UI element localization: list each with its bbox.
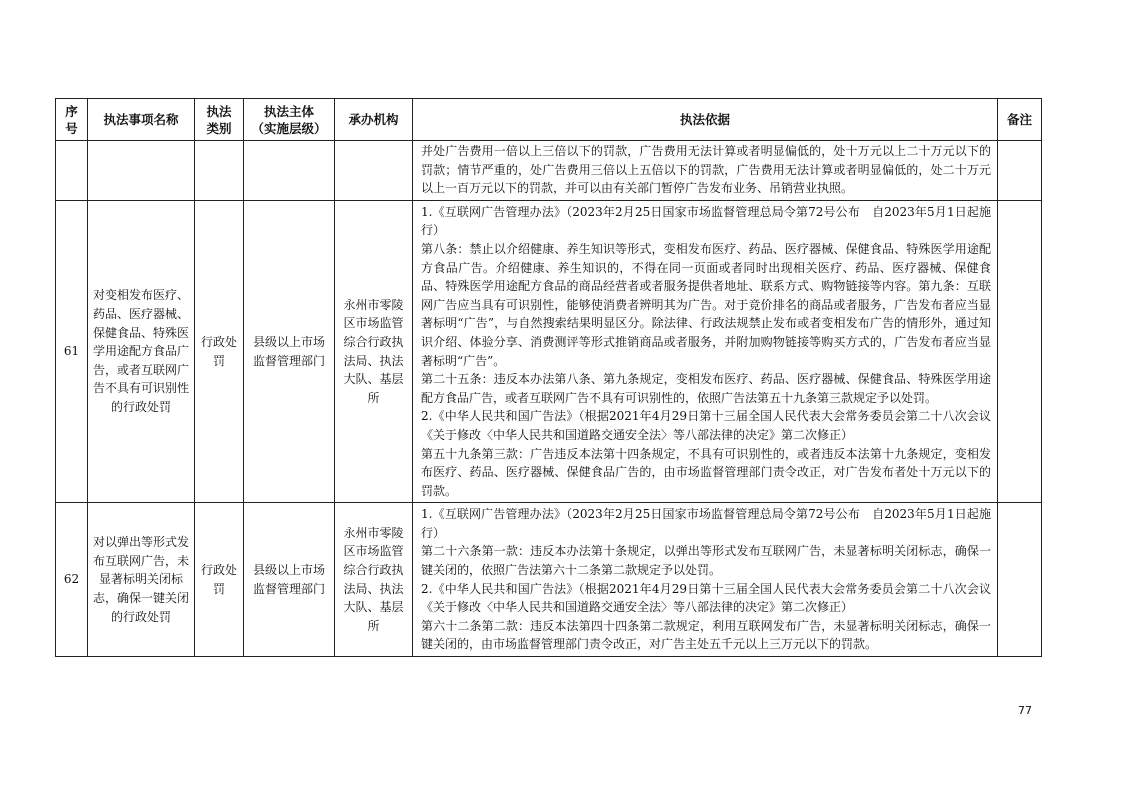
header-item-name: 执法事项名称 (88, 99, 195, 141)
basis-paragraph: 2.《中华人民共和国广告法》（根据2021年4月29日第十三届全国人民代表大会常务委员会第二十八次会议《关于修改〈中华人民共和国道路交通安全法〉等八部法律的决定》第二次修正） (421, 409, 991, 442)
cell-basis (413, 141, 998, 201)
header-agency: 承办机构 (335, 99, 413, 141)
cell-remarks (998, 141, 1042, 201)
cell-remarks (998, 200, 1042, 503)
basis-paragraph: 第八条：禁止以介绍健康、养生知识等形式，变相发布医疗、药品、医疗器械、保健食品、特殊医学用途配方食品广告。介绍健康、养生知识的，不得在同一页面或者同时出现相关医疗、药品、医疗器械、保健食品、特殊医学用途配方食品的商品经营者或者服务提供者地址、联系方式、购物链接等内容。第九条：互联网广告应当具有可识别性，能够使消费者辨明其为广告。对于竞价排名的商品或者服务，广告发布者应当显著标明“广告”，与自然搜索结果明显区分。除法律、行政法规禁止发布或者变相发布广告的情形外，通过知识介绍、体验分享、消费测评等形式推销商品或者服务，并附加购物链接等购买方式的，广告发布者应当显著标明“广告”。 (421, 241, 991, 368)
cell-basis (413, 503, 998, 657)
cell-no (56, 141, 88, 201)
header-remarks: 备注 (998, 99, 1042, 141)
basis-paragraph: 1.《互联网广告管理办法》（2023年2月25日国家市场监督管理总局令第72号公布 自2023年5月1日起施行） (421, 507, 991, 540)
basis-paragraph: 2.《中华人民共和国广告法》（根据2021年4月29日第十三届全国人民代表大会常务委员会第二十八次会议《关于修改〈中华人民共和国道路交通安全法〉等八部法律的决定》第二次修正） (421, 581, 991, 615)
table-row (56, 200, 1042, 503)
cell-subject (244, 141, 335, 201)
header-subject-line1: 执法主体 (263, 103, 314, 119)
header-no-line2: 号 (65, 120, 78, 136)
cell-item-name (88, 200, 195, 503)
cell-subject (244, 503, 335, 657)
header-subject-line2: （实施层级） (251, 120, 327, 136)
enforcement-table (55, 98, 1042, 657)
item-name-text: 对变相发布医疗、药品、医疗器械、保健食品、特殊医学用途配方食品广告，或者互联网广告不具有可识别性的行政处罚 (92, 288, 189, 415)
cell-no: 61 (56, 200, 88, 503)
header-subject (244, 99, 335, 141)
cell-item-name (88, 503, 195, 657)
page-number: 77 (1018, 704, 1032, 717)
cell-category (195, 503, 244, 657)
header-category-line1: 执法 (206, 103, 232, 119)
cell-item-name (88, 141, 195, 201)
subject-text: 县级以上市场监督管理部门 (252, 334, 325, 368)
basis-paragraph: 1.《互联网广告管理办法》（2023年2月25日国家市场监督管理总局令第72号公布 自2023年5月1日起施行） (421, 204, 991, 238)
item-name-text: 对以弹出等形式发布互联网广告，未显著标明关闭标志，确保一键关闭的行政处罚 (92, 535, 189, 624)
cell-agency (335, 141, 413, 201)
header-category (195, 99, 244, 141)
cell-agency (335, 200, 413, 503)
cell-no: 62 (56, 503, 88, 657)
basis-paragraph: 并处广告费用一倍以上三倍以下的罚款，广告费用无法计算或者明显偏低的，处十万元以上二十万元以下的罚款；情节严重的，处广告费用三倍以上五倍以下的罚款，广告费用无法计算或者明显偏低的，处二十万元以上一百万元以下的罚款，并可以由有关部门暂停广告发布业务、吊销营业执照。 (421, 144, 991, 196)
header-no (56, 99, 88, 141)
basis-paragraph: 第二十五条：违反本办法第八条、第九条规定，变相发布医疗、药品、医疗器械、保健食品、特殊医学用途配方食品广告，或者互联网广告不具有可识别性的，依照广告法第五十九条第三款规定予以处罚。 (421, 372, 991, 405)
header-category-line2: 类别 (206, 120, 232, 136)
basis-paragraph: 第二十六条第一款：违反本办法第十条规定，以弹出等形式发布互联网广告，未显著标明关闭标志，确保一键关闭的，依照广告法第六十二条第二款规定予以处罚。 (421, 544, 991, 578)
cell-basis (413, 200, 998, 503)
agency-text: 永州市零陵区市场监管综合行政执法局、执法大队、基层所 (343, 525, 404, 633)
header-no-line1: 序 (65, 103, 78, 119)
basis-paragraph: 第五十九条第三款：广告违反本法第十四条规定，不具有可识别性的，或者违反本法第十九条规定，变相发布医疗、药品、医疗器械、保健食品广告的，由市场监督管理部门责令改正，对广告发布者处十万元以下的罚款。 (421, 446, 991, 498)
cell-category (195, 200, 244, 503)
header-basis: 执法依据 (413, 99, 998, 141)
subject-text: 县级以上市场监督管理部门 (252, 563, 325, 596)
agency-text: 永州市零陵区市场监管综合行政执法局、执法大队、基层所 (343, 297, 404, 405)
cell-remarks (998, 503, 1042, 657)
cell-category (195, 141, 244, 201)
table-row-continuation (56, 141, 1042, 201)
table-header-row (56, 99, 1042, 141)
cell-agency (335, 503, 413, 657)
table-row (56, 503, 1042, 657)
category-text: 行政处罚 (200, 563, 237, 596)
cell-subject (244, 200, 335, 503)
basis-paragraph: 第六十二条第二款：违反本法第四十四条第二款规定，利用互联网发布广告，未显著标明关闭标志，确保一键关闭的，由市场监督管理部门责令改正，对广告主处五千元以上三万元以下的罚款。 (421, 618, 991, 652)
category-text: 行政处罚 (200, 334, 237, 368)
